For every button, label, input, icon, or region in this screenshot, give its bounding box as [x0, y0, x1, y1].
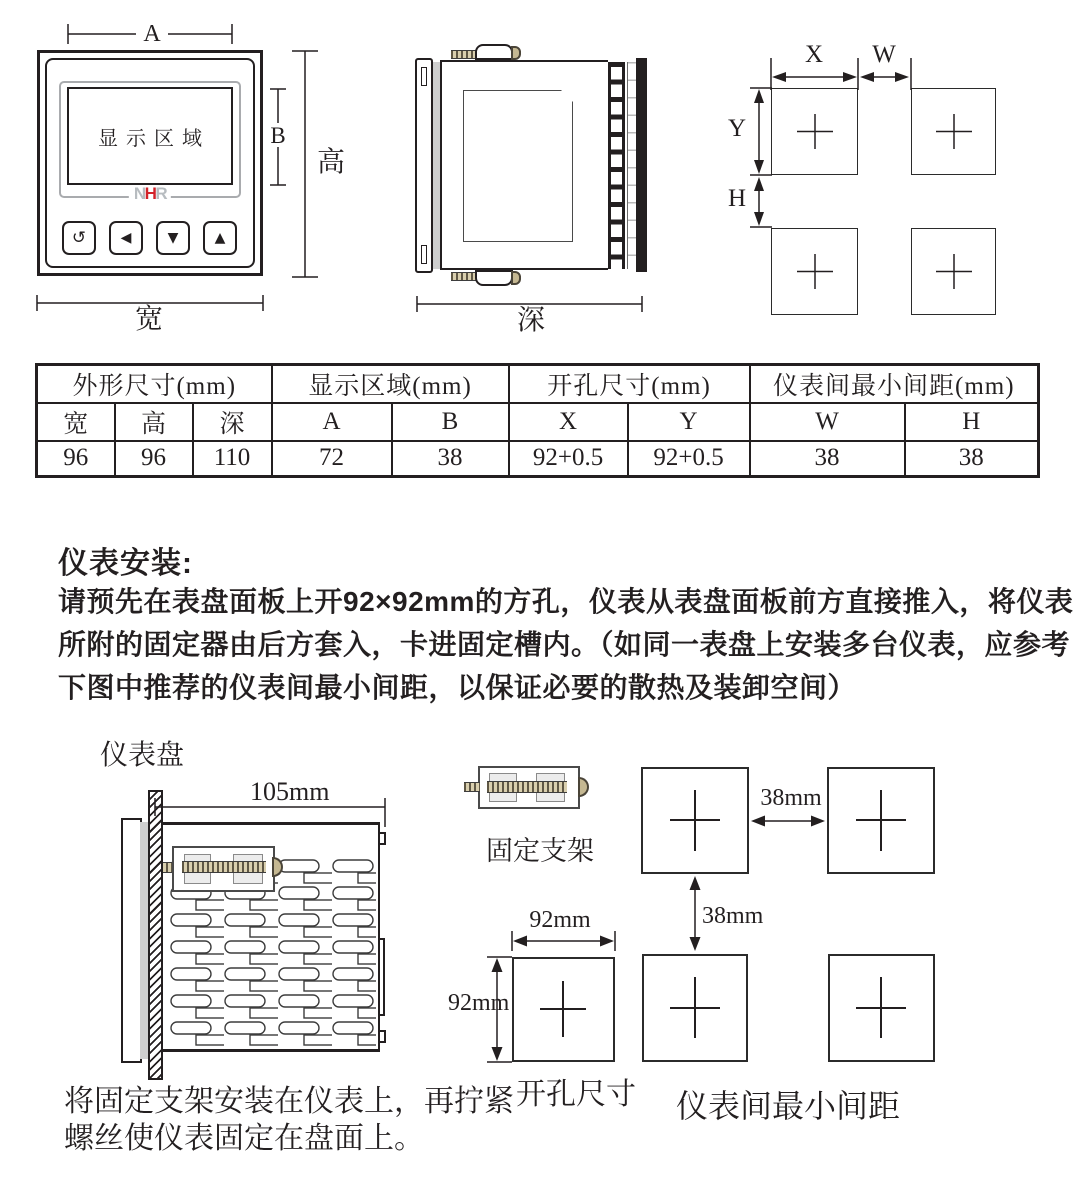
- screw-head: [511, 46, 521, 60]
- table-sub-header: X: [509, 403, 628, 441]
- display-area-label: 显示区域: [98, 127, 210, 150]
- dim-width-label: 宽: [135, 304, 164, 335]
- installation-heading: 仪表安装:: [58, 547, 193, 580]
- caption-line: 螺丝使仪表固定在盘面上。: [64, 1122, 424, 1155]
- screw-thread: [451, 272, 477, 281]
- cutout-height-dim-label: 92mm: [448, 990, 510, 1016]
- side-view-bezel: [415, 58, 433, 273]
- table-value: 96: [115, 441, 193, 476]
- mounted-bezel-shadow: [140, 822, 148, 1059]
- table-value: 110: [193, 441, 272, 476]
- table-sub-header: 深: [193, 403, 272, 441]
- body-tab: [378, 1030, 386, 1043]
- table-value: 92+0.5: [628, 441, 750, 476]
- terminal-block: [608, 62, 625, 269]
- panel-label: 仪表盘: [100, 740, 185, 771]
- dim-w-label: W: [872, 40, 896, 68]
- logo-letter-h: H: [144, 184, 156, 203]
- body-tab: [378, 832, 386, 845]
- table-value: 96: [37, 441, 115, 476]
- screw-thread: [182, 861, 266, 873]
- dimension-spec-table: [35, 363, 1040, 478]
- instrument-front-view: [37, 50, 263, 276]
- bracket-hump: [475, 270, 513, 286]
- table-group-header: 开孔尺寸(mm): [509, 365, 750, 404]
- dim-x-label: X: [804, 40, 824, 68]
- table-sub-header: Y: [628, 403, 750, 441]
- dim-height-label: 高: [317, 147, 346, 178]
- left-button: ◀: [109, 221, 143, 255]
- down-button: ▼: [156, 221, 190, 255]
- table-sub-header: 宽: [37, 403, 115, 441]
- display-area: [67, 87, 233, 185]
- panel-cutout-square: [911, 228, 996, 315]
- table-sub-header: B: [392, 403, 509, 441]
- table-group-header: 外形尺寸(mm): [37, 365, 272, 404]
- terminal-cover-bar: [636, 58, 647, 272]
- cutout-width-dim-label: 92mm: [529, 907, 591, 933]
- table-value: 72: [272, 441, 392, 476]
- table-group-header: 仪表间最小间距(mm): [750, 365, 1039, 404]
- screw-head: [578, 777, 589, 797]
- table-value: 38: [750, 441, 905, 476]
- table-value: 92+0.5: [509, 441, 628, 476]
- caption-line: 将固定支架安装在仪表上，再拧紧: [64, 1085, 514, 1118]
- panel-cutout-square: [911, 88, 996, 175]
- mounted-bezel: [121, 818, 142, 1063]
- bezel-slot: [421, 245, 427, 264]
- panel-hatch-bar: [148, 790, 163, 1080]
- cutout-dimension-square: [512, 957, 615, 1062]
- screw-thread: [464, 782, 480, 792]
- screw-thread: [487, 781, 567, 793]
- dim-y-label: Y: [728, 115, 747, 142]
- gap-horizontal-dim-label: 38mm: [760, 785, 822, 811]
- panel-cutout-square: [771, 88, 858, 175]
- panel-cutout-square: [641, 767, 749, 874]
- bracket-hump: [475, 44, 513, 60]
- dim-h-label: H: [728, 185, 747, 212]
- screw-thread: [451, 50, 477, 59]
- installation-line: 所附的固定器由后方套入，卡进固定槽内。（如同一表盘上安装多台仪表，应参考: [58, 629, 1071, 660]
- front-button-row: [62, 221, 237, 255]
- logo-letter-r: R: [155, 184, 167, 203]
- table-sub-header: H: [905, 403, 1039, 441]
- gap-vertical-dim-label: 38mm: [702, 903, 764, 929]
- table-value: 38: [392, 441, 509, 476]
- cutout-caption: 开孔尺寸: [516, 1078, 636, 1111]
- body-clip: [378, 938, 385, 1016]
- logo-letter-n: N: [133, 184, 145, 203]
- dim-a-label: A: [136, 21, 168, 47]
- installation-line: 下图中推荐的仪表间最小间距，以保证必要的散热及装卸空间）: [58, 672, 857, 703]
- panel-cutout-square: [827, 767, 935, 874]
- panel-cutout-square: [828, 954, 935, 1062]
- table-sub-header: A: [272, 403, 392, 441]
- panel-cutout-square: [771, 228, 858, 315]
- screw-head: [511, 271, 521, 285]
- nhr-logo: [129, 185, 171, 202]
- return-button: ↺: [62, 221, 96, 255]
- panel-cutout-square: [642, 954, 748, 1062]
- dim-b-label: B: [264, 123, 292, 147]
- table-sub-header: W: [750, 403, 905, 441]
- installation-line: 请预先在表盘面板上开92×92mm的方孔，仪表从表盘面板前方直接推入，将仪表: [58, 586, 1074, 617]
- table-value: 38: [905, 441, 1039, 476]
- dim-depth-label: 深: [517, 305, 546, 336]
- depth-dim-label: 105mm: [250, 777, 330, 806]
- installation-instructions: [58, 580, 1074, 709]
- spacing-caption: 仪表间最小间距: [676, 1088, 901, 1124]
- up-button: ▲: [203, 221, 237, 255]
- bezel-slot: [421, 67, 427, 86]
- dim-height-line: [292, 51, 318, 277]
- side-view-shadow: [433, 62, 440, 269]
- terminal-comb: [627, 62, 636, 269]
- bracket-install-caption: [64, 1083, 514, 1157]
- table-group-header: 显示区域(mm): [272, 365, 509, 404]
- bracket-figure-label: 固定支架: [486, 836, 594, 866]
- table-sub-header: 高: [115, 403, 193, 441]
- side-view-inner-panel: [463, 90, 573, 242]
